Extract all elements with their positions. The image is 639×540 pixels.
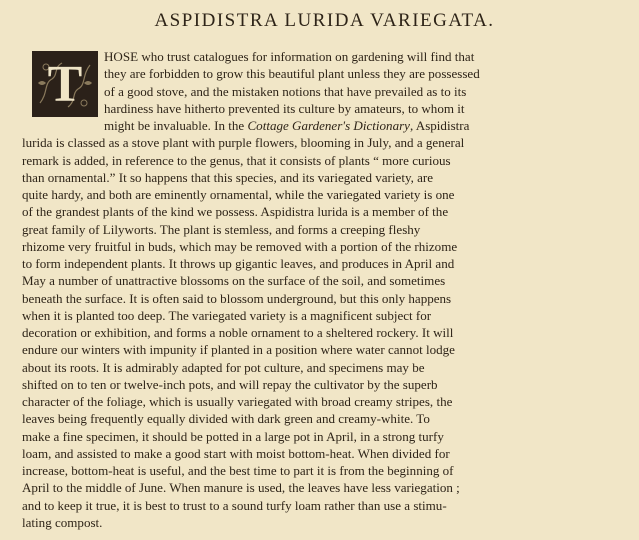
text-line: about its roots. It is admirably adapted for pot culture, and specimens may be [22,359,425,375]
text-line: increase, bottom-heat is useful, and the best time to part it is from the beginning of [22,463,454,478]
text-line: leaves being frequently equally divided with dark green and creamy-white. To [22,411,430,427]
text-line: HOSE who trust catalogues for information on gardening will find that [104,49,475,64]
text-line: of the grandest plants of the kind we possess. Aspidistra lurida is a member of the [22,204,449,220]
text-line: than ornamental.” It so happens that this species, and its variegated variety, are [22,169,434,185]
text-line: and to keep it true, it is best to trust to a sound turfy loam rather than use a stimu- [22,497,447,513]
text-line: of a good stove, and the mistaken notions that have prevailed as to its [104,83,467,99]
text-line: remark is added, in reference to the genus, that it consists of plants “ more curious [22,152,451,168]
text-fragment: , Aspidistra [409,118,470,133]
text-line: rhizome very fruitful in buds, which may be removed with a portion of the rhizome [22,238,458,254]
text-line: loam, and assisted to make a good start with moist bottom-heat. When divided for [22,445,450,461]
text-line: when it is planted too deep. The variegated variety is a magnificent subject for [22,307,432,323]
text-line: great family of Lilyworts. The plant is stemless, and forms a creeping fleshy [22,221,421,237]
text-line: they are forbidden to grow this beautiful plant unless they are possessed [104,66,480,82]
text-line: quite hardy, and both are eminently ornamental, while the variegated variety is one [22,187,455,202]
ornamental-dropcap [32,51,98,117]
text-line: make a fine specimen, it should be potted in a large pot in April, in a strong turfy [22,428,444,444]
dropcap-letter: T [47,56,83,113]
text-line: to form independent plants. It throws up gigantic leaves, and produces in April and [22,256,455,271]
text-line: May a number of unattractive blossoms on the surface of the soil, and sometimes [22,273,446,289]
text-line: endure our winters with impunity if planted in a position where water cannot lodge [22,342,455,358]
text-line: April to the middle of June. When manure is used, the leaves have less variegation ; [22,480,460,496]
text-line: character of the foliage, which is usually variegated with broad creamy stripes, the [22,394,453,409]
book-title: Cottage Gardener's Dictionary [247,118,410,133]
text-line [22,117,627,134]
text-fragment: might be invaluable. In the [104,118,245,133]
text-line: lating compost. [22,514,103,530]
text-line: lurida is classed as a stove plant with purple flowers, blooming in July, and a general [22,135,465,151]
text-line: beneath the surface. It is often said to blossom underground, but this only happens [22,290,452,306]
text-line: decoration or exhibition, and forms a noble ornament to a sheltered rockery. It will [22,325,454,340]
article-title: ASPIDISTRA LURIDA VARIEGATA. [154,10,495,31]
text-line: shifted on to ten or twelve-inch pots, and will repay the cultivator by the superb [22,376,438,392]
text-line: hardiness have hitherto prevented its culture by amateurs, to whom it [104,100,465,116]
article-body [22,48,627,531]
